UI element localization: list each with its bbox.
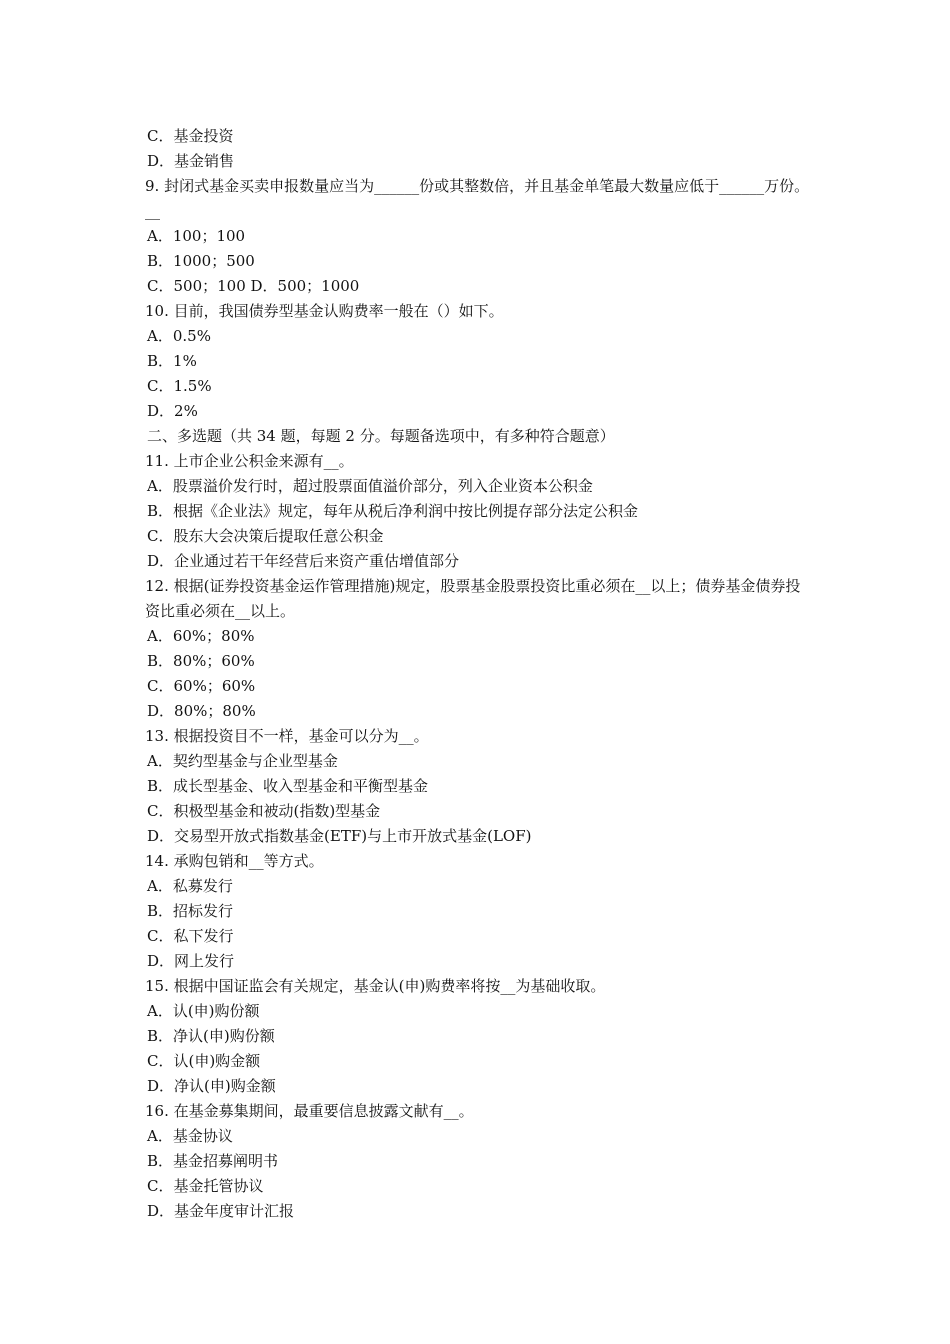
question-text: 14. 承购包销和__等方式。 xyxy=(145,852,324,870)
answer-option: B．成长型基金、收入型基金和平衡型基金 xyxy=(147,777,429,795)
answer-option: D．基金年度审计汇报 xyxy=(147,1202,295,1220)
answer-option: B．基金招募阐明书 xyxy=(147,1152,279,1170)
document-body xyxy=(145,124,815,1224)
question-text: 11. 上市企业公积金来源有__。 xyxy=(145,452,354,470)
answer-option: C．股东大会决策后提取任意公积金 xyxy=(147,527,384,545)
answer-option: A．100；100 xyxy=(147,227,246,245)
answer-option: C．认(申)购金额 xyxy=(147,1052,261,1070)
question-text: 16. 在基金募集期间，最重要信息披露文献有__。 xyxy=(145,1102,474,1120)
section-heading: 二、多选题（共 34 题，每题 2 分。每题备选项中，有多种符合题意） xyxy=(147,427,615,445)
answer-option: D．2% xyxy=(147,402,198,420)
answer-option: D．净认(申)购金额 xyxy=(147,1077,276,1095)
answer-option: D．交易型开放式指数基金(ETF)与上市开放式基金(LOF) xyxy=(147,827,532,845)
answer-option: A．私募发行 xyxy=(147,877,233,895)
answer-option: A．基金协议 xyxy=(147,1127,233,1145)
answer-option: C．1.5% xyxy=(147,377,212,395)
answer-option: B．根据《企业法》规定，每年从税后净利润中按比例提存部分法定公积金 xyxy=(147,502,639,520)
answer-option: C．积极型基金和被动(指数)型基金 xyxy=(147,802,381,820)
answer-option: B．1% xyxy=(147,352,197,370)
answer-option: C．基金投资 xyxy=(147,127,234,145)
question-text: 12. 根据(证券投资基金运作管理措施)规定，股票基金股票投资比重必须在__以上；债券基金债券投资比重必须在__以上。 xyxy=(145,577,801,620)
answer-option: D．网上发行 xyxy=(147,952,235,970)
answer-option: B．1000；500 xyxy=(147,252,255,270)
answer-option: A．认(申)购份额 xyxy=(147,1002,260,1020)
question-text: 13. 根据投资目不一样，基金可以分为__。 xyxy=(145,727,429,745)
question-text: 9. 封闭式基金买卖申报数量应当为______份或其整数倍，并且基金单笔最大数量应低于______万份。__ xyxy=(145,177,810,220)
answer-option: D．基金销售 xyxy=(147,152,235,170)
answer-option: A．60%；80% xyxy=(147,627,255,645)
answer-option: A．契约型基金与企业型基金 xyxy=(147,752,338,770)
answer-option: C．私下发行 xyxy=(147,927,234,945)
question-text: 15. 根据中国证监会有关规定，基金认(申)购费率将按__为基础收取。 xyxy=(145,977,606,995)
answer-option: C．500；100 D．500；1000 xyxy=(147,277,360,295)
answer-option: B．净认(申)购份额 xyxy=(147,1027,275,1045)
answer-option: D．80%；80% xyxy=(147,702,256,720)
answer-option: C．基金托管协议 xyxy=(147,1177,264,1195)
answer-option: C．60%；60% xyxy=(147,677,256,695)
answer-option: A．股票溢价发行时，超过股票面值溢价部分，列入企业资本公积金 xyxy=(147,477,593,495)
answer-option: D．企业通过若干年经营后来资产重估增值部分 xyxy=(147,552,460,570)
answer-option: B．招标发行 xyxy=(147,902,234,920)
question-text: 10. 目前，我国债券型基金认购费率一般在（）如下。 xyxy=(145,302,504,320)
answer-option: A．0.5% xyxy=(147,327,211,345)
answer-option: B．80%；60% xyxy=(147,652,255,670)
